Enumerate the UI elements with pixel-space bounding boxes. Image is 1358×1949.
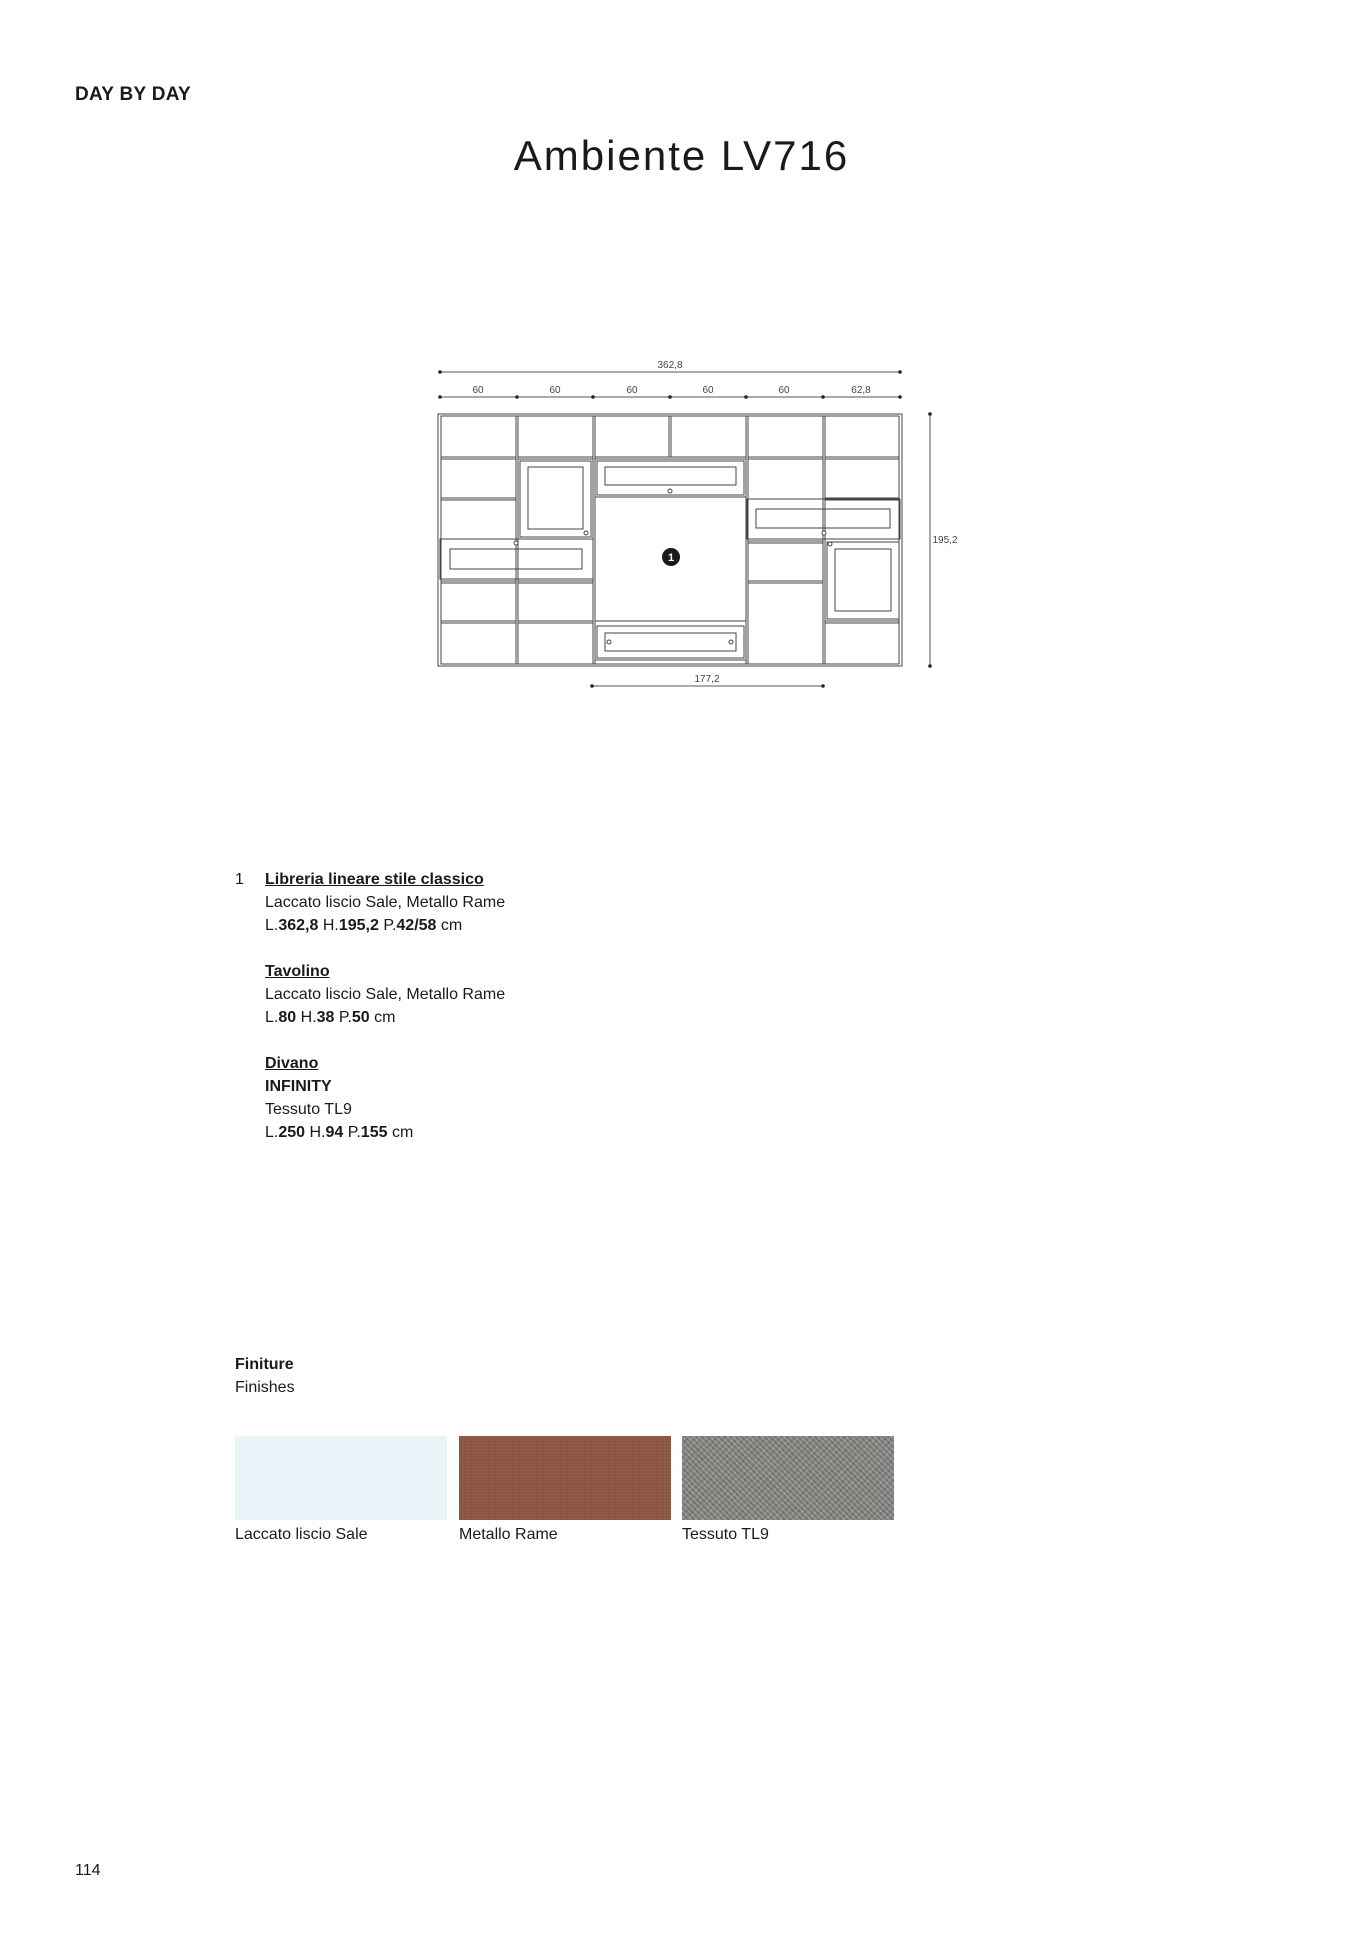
product-finish: Laccato liscio Sale, Metallo Rame <box>265 894 506 911</box>
module-width-label: 60 <box>549 385 561 396</box>
swatch-label: Metallo Rame <box>459 1526 558 1543</box>
product-entry <box>265 960 665 1029</box>
finishes-heading-en: Finishes <box>235 1379 295 1396</box>
module-width-label: 62,8 <box>851 385 871 396</box>
product-dimensions: L.80 H.38 P.50 cm <box>265 1009 396 1026</box>
swatch-label: Tessuto TL9 <box>682 1526 769 1543</box>
item-number: 1 <box>235 871 244 888</box>
module-width-label: 60 <box>626 385 638 396</box>
page-number: 114 <box>75 1862 101 1879</box>
module-width-label: 60 <box>702 385 714 396</box>
product-model: INFINITY <box>265 1078 332 1095</box>
module-width-label: 60 <box>778 385 790 396</box>
item-marker-label: 1 <box>667 552 675 564</box>
product-name: Tavolino <box>265 963 330 980</box>
swatch-tessuto-tl9 <box>682 1436 894 1520</box>
brand-label: DAY BY DAY <box>75 84 192 105</box>
product-finish: Tessuto TL9 <box>265 1101 352 1118</box>
swatch-laccato-sale <box>235 1436 447 1520</box>
swatch-metallo-rame <box>459 1436 671 1520</box>
product-name: Divano <box>265 1055 319 1072</box>
swatch-label: Laccato liscio Sale <box>235 1526 368 1543</box>
finishes-heading-it: Finiture <box>235 1356 294 1373</box>
product-entry <box>265 1052 665 1144</box>
module-width-label: 60 <box>472 385 484 396</box>
product-name: Libreria lineare stile classico <box>265 871 484 888</box>
base-width-label: 177,2 <box>694 674 720 685</box>
product-dimensions: L.250 H.94 P.155 cm <box>265 1124 414 1141</box>
finishes-heading <box>235 1353 295 1399</box>
item-marker <box>662 548 680 566</box>
product-entry <box>265 868 665 937</box>
product-dimensions: L.362,8 H.195,2 P.42/58 cm <box>265 917 463 934</box>
page-title: Ambiente LV716 <box>513 132 850 179</box>
overall-width-label: 362,8 <box>657 360 683 371</box>
height-label: 195,2 <box>932 535 958 546</box>
product-finish: Laccato liscio Sale, Metallo Rame <box>265 986 506 1003</box>
technical-drawing <box>420 350 980 710</box>
